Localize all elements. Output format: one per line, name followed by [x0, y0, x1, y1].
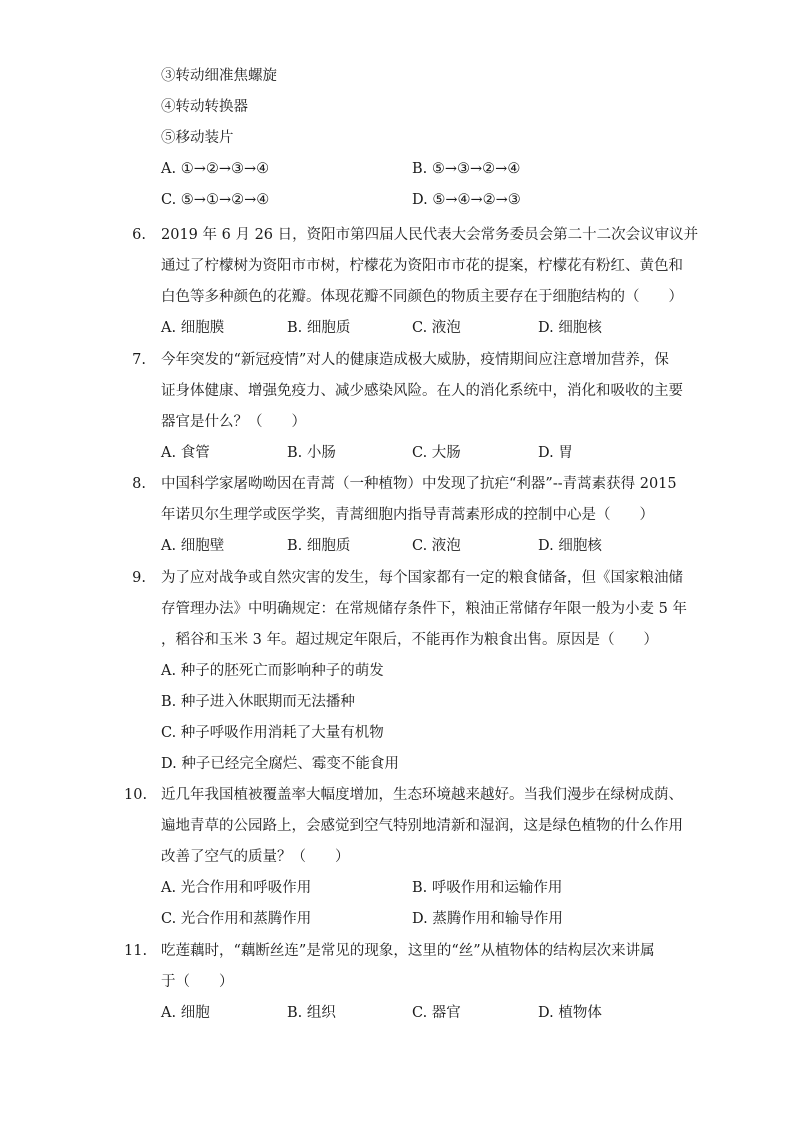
- option-b: B. ⑤→③→②→④: [412, 161, 521, 177]
- option-a: A. 细胞: [161, 1005, 210, 1021]
- question-text: 白色等多种颜色的花瓣。体现花瓣不同颜色的物质主要存在于细胞结构的（ ）: [161, 289, 683, 305]
- option-b: B. 组织: [287, 1005, 336, 1021]
- question-text: 证身体健康、增强免疫力、减少感染风险。在人的消化系统中，消化和吸收的主要: [161, 383, 683, 399]
- step-item: ⑤移动装片: [161, 130, 234, 146]
- question-text: 存管理办法》中明确规定：在常规储存条件下，粮油正常储存年限一般为小麦 5 年: [161, 601, 687, 617]
- option-d: D. 蒸腾作用和输导作用: [412, 911, 563, 927]
- option-a: A. ①→②→③→④: [161, 161, 270, 177]
- option-c: C. 器官: [412, 1005, 461, 1021]
- question-number: 9.: [132, 570, 146, 586]
- option-c: C. 液泡: [412, 538, 461, 554]
- question-number: 6.: [132, 227, 146, 243]
- question-text: 年诺贝尔生理学或医学奖，青蒿细胞内指导青蒿素形成的控制中心是（ ）: [161, 507, 654, 523]
- option-d: D. 胃: [538, 445, 573, 461]
- option-c: C. 光合作用和蒸腾作用: [161, 911, 312, 927]
- question-number: 7.: [132, 352, 146, 368]
- question-text: 器官是什么？（ ）: [161, 414, 306, 430]
- option-a: A. 食管: [161, 445, 210, 461]
- option-c: C. 液泡: [412, 320, 461, 336]
- question-text: 为了应对战争或自然灾害的发生，每个国家都有一定的粮食储备，但《国家粮油储: [161, 570, 683, 586]
- question-text: 遍地青草的公园路上，会感觉到空气特别地清新和湿润，这是绿色植物的什么作用: [161, 818, 683, 834]
- question-text: 吃莲藕时，“藕断丝连”是常见的现象，这里的“丝”从植物体的结构层次来讲属: [161, 943, 655, 959]
- option-a: A. 光合作用和呼吸作用: [161, 880, 312, 896]
- question-text: 近几年我国植被覆盖率大幅度增加，生态环境越来越好。当我们漫步在绿树成荫、: [161, 787, 683, 803]
- step-item: ③转动细准焦螺旋: [161, 68, 277, 84]
- option-a: A. 种子的胚死亡而影响种子的萌发: [161, 663, 384, 679]
- option-d: D. 植物体: [538, 1005, 602, 1021]
- question-text: 中国科学家屠呦呦因在青蒿（一种植物）中发现了抗疟“利器”--青蒿素获得 2015: [161, 476, 677, 492]
- question-text: ，稻谷和玉米 3 年。超过规定年限后，不能再作为粮食出售。原因是（ ）: [161, 632, 658, 648]
- question-text: 2019 年 6 月 26 日，资阳市第四届人民代表大会常务委员会第二十二次会议审议并: [161, 227, 699, 243]
- question-number: 11.: [124, 943, 148, 959]
- question-text: 通过了柠檬树为资阳市市树，柠檬花为资阳市市花的提案，柠檬花有粉红、黄色和: [161, 258, 683, 274]
- option-d: D. 种子已经完全腐烂、霉变不能食用: [161, 756, 399, 772]
- option-b: B. 呼吸作用和运输作用: [412, 880, 563, 896]
- option-d: D. 细胞核: [538, 538, 602, 554]
- option-b: B. 种子进入休眠期而无法播种: [161, 694, 355, 710]
- question-text: 改善了空气的质量？（ ）: [161, 849, 350, 865]
- question-text: 于（ ）: [161, 974, 234, 990]
- question-number: 10.: [124, 787, 148, 803]
- option-c: C. 种子呼吸作用消耗了大量有机物: [161, 725, 384, 741]
- step-item: ④转动转换器: [161, 99, 248, 115]
- question-text: 今年突发的“新冠疫情”对人的健康造成极大威胁，疫情期间应注意增加营养，保: [161, 352, 669, 368]
- option-b: B. 小肠: [287, 445, 336, 461]
- option-a: A. 细胞壁: [161, 538, 225, 554]
- option-a: A. 细胞膜: [161, 320, 225, 336]
- option-d: D. 细胞核: [538, 320, 602, 336]
- option-c: C. 大肠: [412, 445, 461, 461]
- option-b: B. 细胞质: [287, 538, 351, 554]
- option-d: D. ⑤→④→②→③: [412, 192, 521, 208]
- option-b: B. 细胞质: [287, 320, 351, 336]
- question-number: 8.: [132, 476, 146, 492]
- option-c: C. ⑤→①→②→④: [161, 192, 270, 208]
